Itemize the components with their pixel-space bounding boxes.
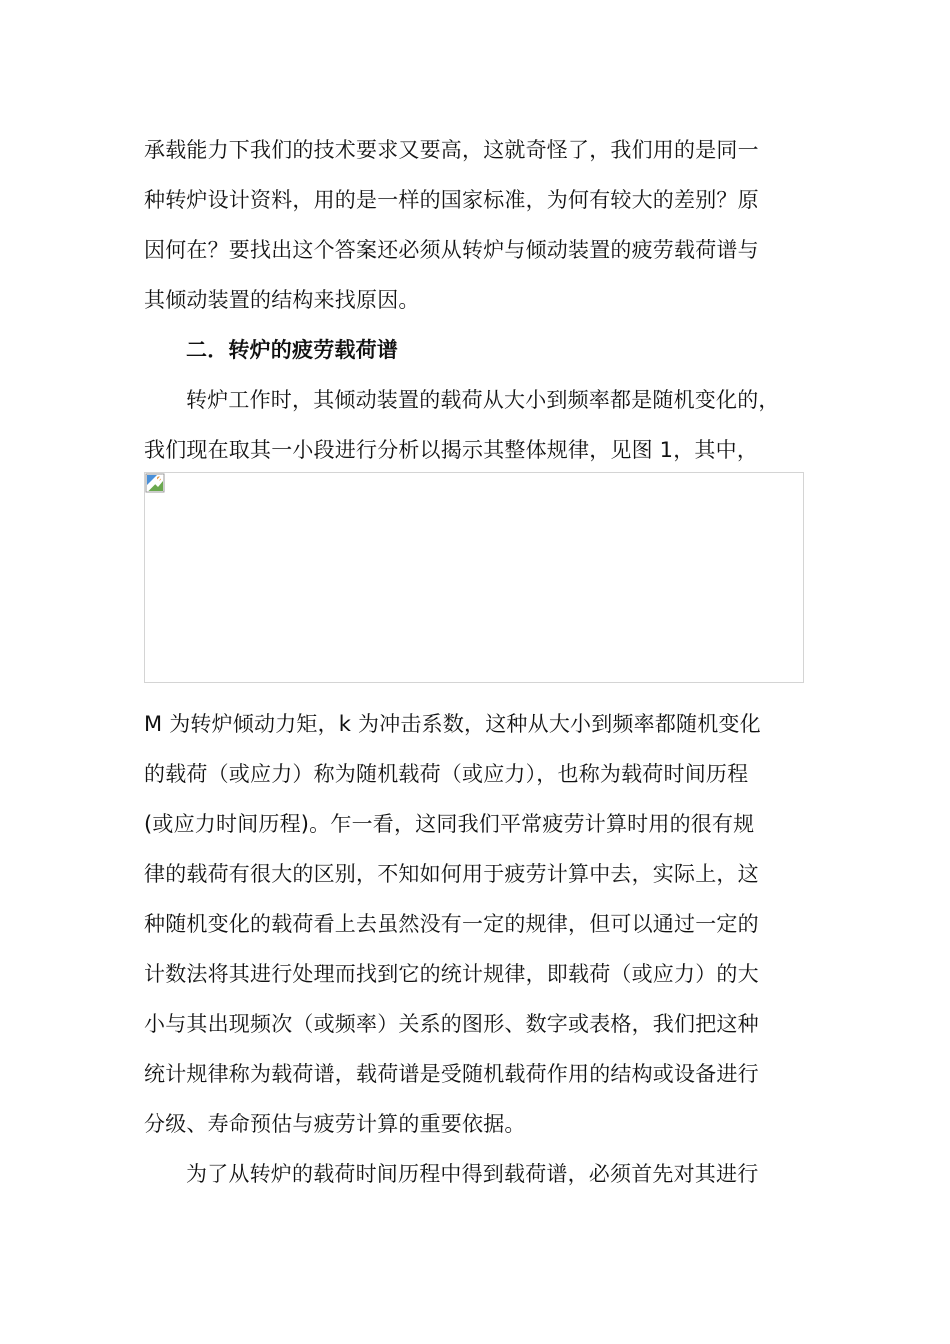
section-heading: 二．转炉的疲劳载荷谱	[186, 338, 398, 362]
paragraph-line: M 为转炉倾动力矩，k 为冲击系数，这种从大小到频率都随机变化	[144, 712, 761, 736]
paragraph-line: 承载能力下我们的技术要求又要高，这就奇怪了，我们用的是同一	[144, 138, 759, 162]
paragraph-line: 律的载荷有很大的区别，不知如何用于疲劳计算中去，实际上，这	[144, 862, 759, 886]
paragraph-line: 为了从转炉的载荷时间历程中得到载荷谱，必须首先对其进行	[186, 1162, 759, 1186]
broken-image-icon	[145, 473, 165, 493]
paragraph-line: 种转炉设计资料，用的是一样的国家标准，为何有较大的差别？原	[144, 188, 759, 212]
paragraph-line: 其倾动装置的结构来找原因。	[144, 288, 420, 312]
paragraph-line: 计数法将其进行处理而找到它的统计规律，即载荷（或应力）的大	[144, 962, 759, 986]
paragraph-line: 种随机变化的载荷看上去虽然没有一定的规律，但可以通过一定的	[144, 912, 759, 936]
paragraph-line: (或应力时间历程)。乍一看，这同我们平常疲劳计算时用的很有规	[144, 812, 755, 836]
paragraph-line: 分级、寿命预估与疲劳计算的重要依据。	[144, 1112, 526, 1136]
paragraph-line: 的载荷（或应力）称为随机载荷（或应力），也称为载荷时间历程	[144, 762, 749, 786]
paragraph-line: 转炉工作时，其倾动装置的载荷从大小到频率都是随机变化的，	[186, 388, 780, 412]
paragraph-line: 因何在？要找出这个答案还必须从转炉与倾动装置的疲劳载荷谱与	[144, 238, 759, 262]
figure-1-placeholder	[144, 472, 804, 683]
paragraph-line: 统计规律称为载荷谱，载荷谱是受随机载荷作用的结构或设备进行	[144, 1062, 759, 1086]
paragraph-line: 我们现在取其一小段进行分析以揭示其整体规律，见图 1，其中，	[144, 438, 759, 462]
paragraph-line: 小与其出现频次（或频率）关系的图形、数字或表格，我们把这种	[144, 1012, 759, 1036]
